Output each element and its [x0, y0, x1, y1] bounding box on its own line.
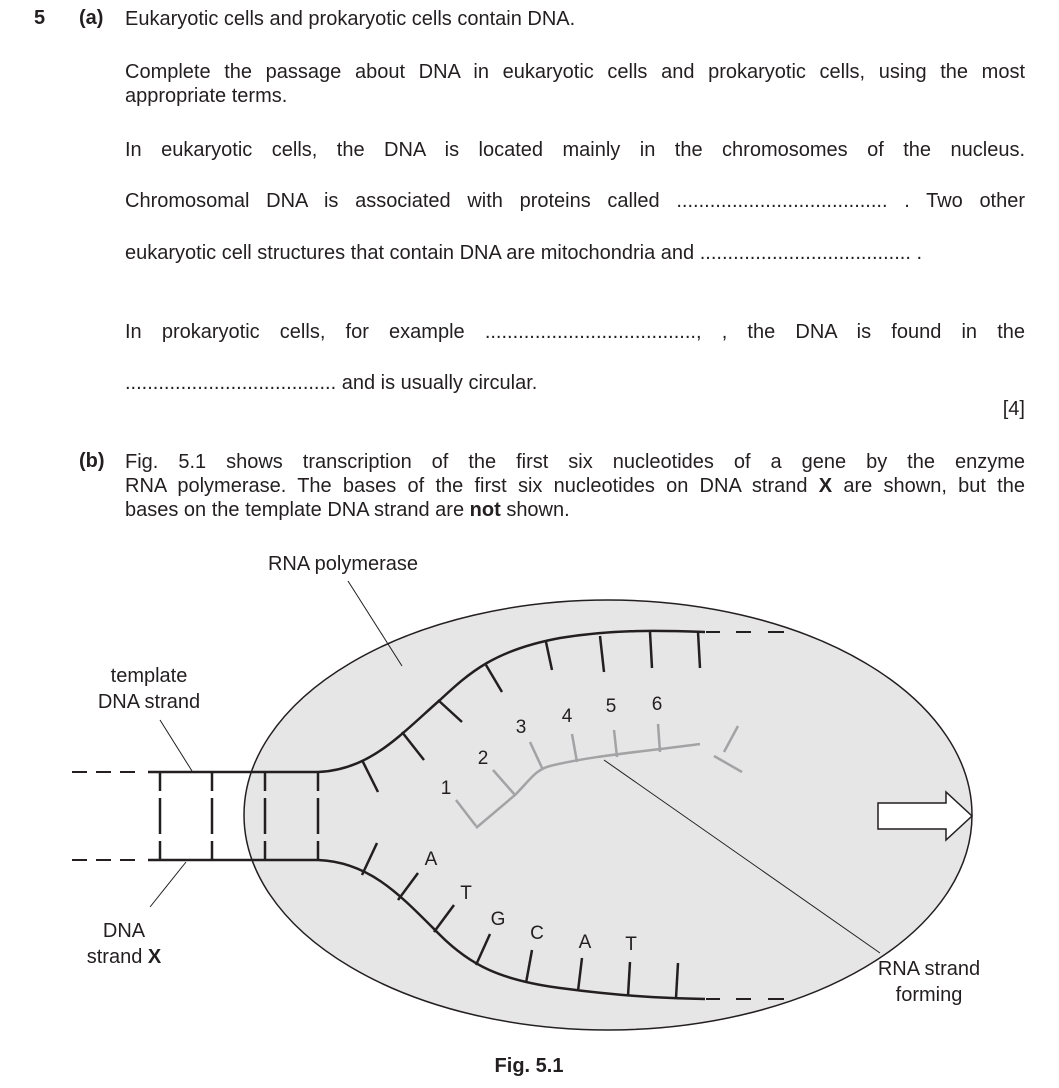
passage-line-4-start: In prokaryotic cells, for example — [125, 321, 465, 343]
label-rna-strand-line-2: forming — [895, 984, 963, 1006]
passage-line-2-end: . Two other — [904, 190, 1026, 212]
base-letter-4: C — [530, 923, 544, 944]
part-a-label: (a) — [79, 7, 104, 29]
passage-line-3-end: . — [916, 242, 923, 264]
marks-available: [4] — [1002, 398, 1025, 420]
passage-line-5-end: and is usually circular. — [341, 372, 538, 394]
base-letter-5: A — [578, 932, 592, 953]
question-number: 5 — [34, 7, 46, 29]
rna-number-6: 6 — [651, 694, 663, 715]
blank-dna-location[interactable]: ...................................... — [125, 372, 337, 394]
label-rna-strand-line-1: RNA strand — [877, 958, 981, 980]
passage-line-3-start: eukaryotic cell structures that contain DNA are mitochondria and — [125, 242, 695, 264]
passage-line-4-end: , the DNA is found in the — [721, 321, 1026, 343]
passage-line-1: In eukaryotic cells, the DNA is located mainly in the chromosomes of the nucleus. — [125, 139, 1025, 161]
base-letter-2: T — [460, 883, 472, 904]
rna-number-1: 1 — [440, 778, 452, 799]
strand-x-bold: X — [818, 475, 833, 497]
base-letter-3: G — [490, 909, 506, 930]
label-rna-polymerase: RNA polymerase — [267, 553, 419, 575]
part-a-instruction: Complete the passage about DNA in eukaryotic cells and prokaryotic cells, using the most appropriate terms. — [125, 61, 1025, 107]
passage-line-2-start: Chromosomal DNA is associated with proteins called — [125, 190, 660, 212]
part-a-intro: Eukaryotic cells and prokaryotic cells contain DNA. — [125, 8, 576, 30]
part-b-line-1: Fig. 5.1 shows transcription of the first six nucleotides of a gene by the enzyme — [125, 451, 1025, 473]
label-dna-x-line-2: strand X — [86, 946, 162, 968]
part-b-label: (b) — [79, 450, 105, 472]
blank-organelle[interactable]: ...................................... — [699, 242, 911, 264]
part-b-line-3-text: bases on the template DNA strand are — [125, 499, 465, 521]
base-letter-6: T — [625, 934, 637, 955]
rna-polymerase-enzyme — [244, 600, 972, 1030]
label-template-line-2: DNA strand — [97, 691, 201, 713]
part-b-line-2-end: are shown, but the — [843, 475, 1025, 497]
blank-proteins[interactable]: ...................................... — [676, 190, 888, 212]
base-letter-1: A — [424, 849, 438, 870]
rna-number-2: 2 — [477, 748, 489, 769]
rna-number-3: 3 — [515, 717, 527, 738]
not-bold: not — [469, 499, 501, 521]
part-b-line-2-text: RNA polymerase. The bases of the first six nucleotides on DNA strand — [125, 475, 808, 497]
label-template-line-1: template — [110, 665, 188, 687]
rna-number-5: 5 — [605, 696, 617, 717]
figure-caption: Fig. 5.1 — [494, 1055, 564, 1077]
part-b-line-3-end: shown. — [506, 499, 570, 521]
label-dna-x-line-1: DNA — [102, 920, 146, 942]
rna-number-4: 4 — [561, 706, 573, 727]
blank-prokaryote-example[interactable]: ......................................, — [484, 321, 702, 343]
